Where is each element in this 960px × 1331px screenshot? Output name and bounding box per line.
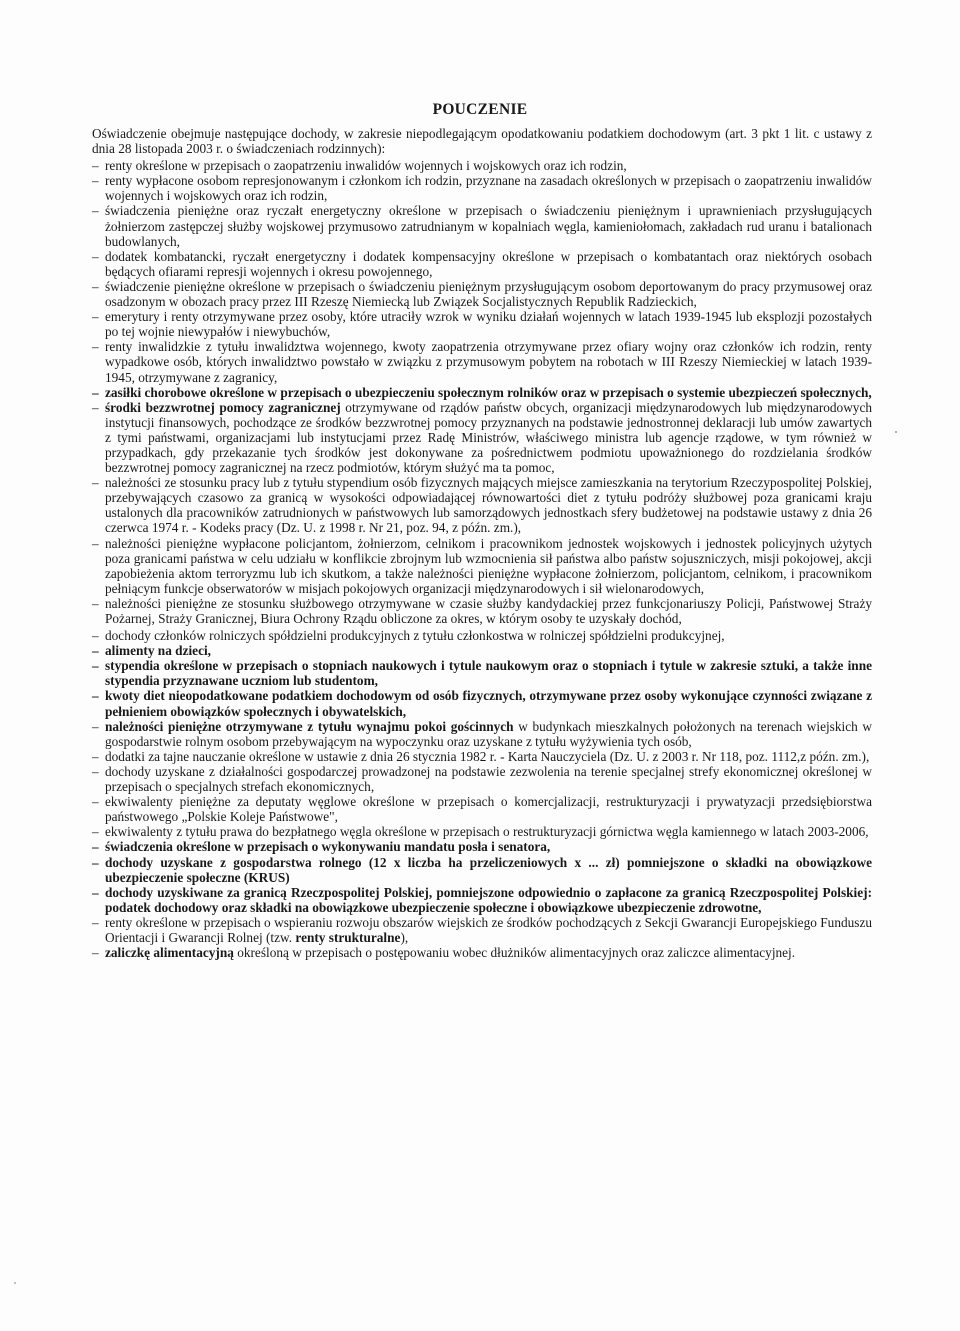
- item-bold-text: zaliczkę alimentacyjną: [105, 945, 234, 961]
- list-item: [92, 339, 872, 384]
- document-title: POUCZENIE: [432, 101, 528, 118]
- item-text: ),: [400, 929, 409, 945]
- item-bold-text: dochody uzyskane z gospodarstwa rolnego (12 x liczba ha przeliczeniowych x ... zł) pomniejszone o składki na obowiązkowe ubezpieczenie społeczne (KRUS): [105, 854, 872, 885]
- list-item: [92, 719, 872, 749]
- item-text: renty określone w przepisach o zaopatrzeniu inwalidów wojennych i wojskowych oraz ich rodzin,: [105, 158, 627, 174]
- list-item: [92, 945, 872, 960]
- list-item: [92, 249, 872, 279]
- list-item: [92, 885, 872, 915]
- item-text: dochody uzyskane z działalności gospodarczej prowadzonej na podstawie zezwolenia na terenie specjalnej strefy ekonomicznej określonej w przepisach o specjalnych strefach ekonomicznych,: [105, 763, 872, 795]
- item-text: renty inwalidzkie z tytułu inwalidztwa wojennego, kwoty zaopatrzenia otrzymywane przez ofiary wojny oraz członków ich rodzin, renty wypadkowe osób, których inwalidztwo powstało w związku z przymusowym pobytem na robotach w III Rzeszy Niemieckiej w latach 1939-1945, otrzymywane z zagranicy,: [105, 339, 872, 385]
- document-body: [92, 126, 872, 960]
- item-bold-text: dochody uzyskiwane za granicą Rzeczpospolitej Polskiej, pomniejszone odpowiednio o zapłacone za granicą Rzeczpospolitej Polskiej: podatek dochodowy oraz składki na obowiązkowe ubezpieczenie społeczne i obowiązkowe ubezpieczenie zdrowotne,: [105, 884, 872, 915]
- list-item: [92, 385, 872, 400]
- item-text: świadczenia pieniężne oraz ryczałt energetyczny określone w przepisach o świadczeniu pieniężnym i uprawnieniach przysługujących żołnierzom zastępczej służby wojskowej przymusowo zatrudnianym w kopalniach węgla, kamieniołomach, zakładach rud uranu i batalionach budowlanych,: [105, 203, 872, 249]
- item-text: określoną w przepisach o postępowaniu wobec dłużników alimentacyjnych oraz zaliczce alimentacyjnej.: [233, 945, 796, 961]
- item-text: renty wypłacone osobom represjonowanym i członkom ich rodzin, przyznane na zasadach określonych w przepisach o zaopatrzeniu inwalidów wojennych i wojskowych oraz ich rodzin,: [105, 173, 872, 204]
- item-bold-text: należności pieniężne otrzymywane z tytułu wynajmu pokoi gościnnych: [105, 718, 514, 734]
- income-list: [92, 158, 872, 960]
- item-bold-text: zasiłki chorobowe określone w przepisach o ubezpieczeniu społecznym rolników oraz w przepisach o systemie ubezpieczeń społecznych,: [105, 384, 872, 400]
- item-bold-text: kwoty diet nieopodatkowane podatkiem dochodowym od osób fizycznych, otrzymywane przez osoby wykonujące czynności związane z pełnieniem obowiązków społecznych i obywatelskich,: [105, 688, 872, 719]
- item-text: należności pieniężne wypłacone policjantom, żołnierzom, celnikom i pracownikom jednostek wojskowych i jednostek policyjnych użytych poza granicami państwa w celu udziału w konflikcie zbrojnym lub wzmocnienia sił państwa albo państw sojuszniczych, misji pokojowej, akcji zapobieżenia aktom terroryzmu lub ich skutkom, a także należności pieniężne wypłacone żołnierzom, policjantom, celnikom, i pracownikom pełniącym funkcje obserwatorów w misjach pokojowych organizacji międzynarodowych i sił wielonarodowych,: [105, 535, 872, 596]
- list-item: [92, 794, 872, 824]
- item-text: renty określone w przepisach o wspieraniu rozwoju obszarów wiejskich ze środków pochodzących z Sekcji Gwarancji Europejskiego Funduszu Orientacji i Gwarancji Rolnej (tzw.: [105, 914, 872, 945]
- item-text: świadczenie pieniężne określone w przepisach o świadczeniu pieniężnym przysługującym osobom deportowanym do pracy przymusowej oraz osadzonym w obozach pracy przez III Rzeszę Niemiecką lub Związek Socjalistycznych Republik Radzieckich,: [105, 278, 872, 310]
- list-item: [92, 158, 872, 173]
- list-item: [92, 309, 872, 339]
- item-text: otrzymywane od rządów państw obcych, organizacji międzynarodowych lub międzynarodowych instytucji finansowych, pochodzące ze środków bezzwrotnej pomocy przyznanych na podstawie jednostronnej deklaracji lub umów zawartych z tymi państwami, organizacjami lub instytucjami przez Radę Ministrów, właściwego ministra lub agencje rządowe, w tym również w przypadkach, gdy przekazanie tych środków jest dokonywane za pośrednictwem podmiotu upoważnionego do rozdzielania środków bezzwrotnej pomocy zagranicznej na rzecz podmiotów, którym służyć ma ta pomoc,: [105, 399, 872, 476]
- list-item: [92, 824, 872, 839]
- item-text: emerytury i renty otrzymywane przez osoby, które utraciły wzrok w wyniku działań wojennych w latach 1939-1945 lub eksplozji pozostałych po tej wojnie niewypałów i niewybuchów,: [105, 309, 872, 340]
- list-item: [92, 536, 872, 596]
- item-text: ekwiwalenty z tytułu prawa do bezpłatnego węgla określone w przepisach o restrukturyzacji górnictwa węgla kamiennego w latach 2003-2006,: [105, 824, 869, 840]
- item-bold-text: alimenty na dzieci,: [105, 643, 211, 659]
- list-item: [92, 173, 872, 203]
- item-bold-text: renty strukturalne: [295, 929, 401, 945]
- list-item: [92, 749, 872, 764]
- list-item: [92, 643, 872, 658]
- list-item: [92, 915, 872, 945]
- list-item: [92, 855, 872, 885]
- intro-paragraph: Oświadczenie obejmuje następujące dochody, w zakresie niepodlegającym opodatkowaniu podatkiem dochodowym (art. 3 pkt 1 lit. c ustawy z dnia 28 listopada 2003 r. o świadczeniach rodzinnych):: [92, 126, 872, 157]
- item-text: w budynkach mieszkalnych położonych na terenach wiejskich w gospodarstwie rolnym osobom przebywającym na wypoczynku oraz uzyskane z tytułu wyżywienia tych osób,: [105, 718, 872, 749]
- item-text: dochody członków rolniczych spółdzielni produkcyjnych z tytułu członkostwa w rolniczej spółdzielni produkcyjnej,: [105, 628, 725, 644]
- list-item: [92, 596, 872, 626]
- list-item: [92, 475, 872, 535]
- item-bold-text: stypendia określone w przepisach o stopniach naukowych i tytule naukowym oraz o stopniach i tytule w zakresie sztuki, a także inne stypendia przyznawane uczniom lub studentom,: [105, 658, 872, 689]
- item-text: dodatki za tajne nauczanie określone w ustawie z dnia 26 stycznia 1982 r. - Karta Nauczyciela (Dz. U. z 2003 r. Nr 118, poz. 1112,z późn. zm.),: [105, 748, 870, 764]
- list-item: [92, 400, 872, 475]
- item-bold-text: świadczenia określone w przepisach o wykonywaniu mandatu posła i senatora,: [105, 839, 551, 855]
- list-item: [92, 628, 872, 643]
- list-item: [92, 839, 872, 854]
- item-text: należności ze stosunku pracy lub z tytułu stypendium osób fizycznych mających miejsce zamieszkania na terytorium Rzeczypospolitej Polskiej, przebywających czasowo za granicą w wysokości odpowiadającej równowartości diet z tytułu podróży służbowej poza granicami kraju ustalonych dla pracowników zatrudnionych w państwowych lub samorządowych jednostkach sfery budżetowej na podstawie ustawy z dnia 26 czerwca 1974 r. - Kodeks pracy (Dz. U. z 1998 r. Nr 21, poz. 94, z późn. zm.),: [105, 475, 872, 536]
- item-text: dodatek kombatancki, ryczałt energetyczny i dodatek kompensacyjny określone w przepisach o kombatantach oraz niektórych osobach będących ofiarami represji wojennych i okresu powojennego,: [105, 248, 872, 279]
- item-bold-text: środki bezzwrotnej pomocy zagranicznej: [105, 399, 341, 415]
- list-item: [92, 764, 872, 794]
- item-text: należności pieniężne ze stosunku służbowego otrzymywane w czasie służby kandydackiej przez funkcjonariuszy Policji, Państwowej Straży Pożarnej, Straży Granicznej, Biura Ochrony Rządu obliczone za okres, w którym osoby te uzyskały dochód,: [105, 595, 872, 626]
- list-item: [92, 688, 872, 718]
- item-text: ekwiwalenty pieniężne za deputaty węglowe określone w przepisach o komercjalizacji, restrukturyzacji i prywatyzacji przedsiębiorstwa państwowego „Polskie Koleje Państwowe",: [105, 794, 872, 825]
- list-item: [92, 658, 872, 688]
- list-item: [92, 203, 872, 248]
- list-item: [92, 279, 872, 309]
